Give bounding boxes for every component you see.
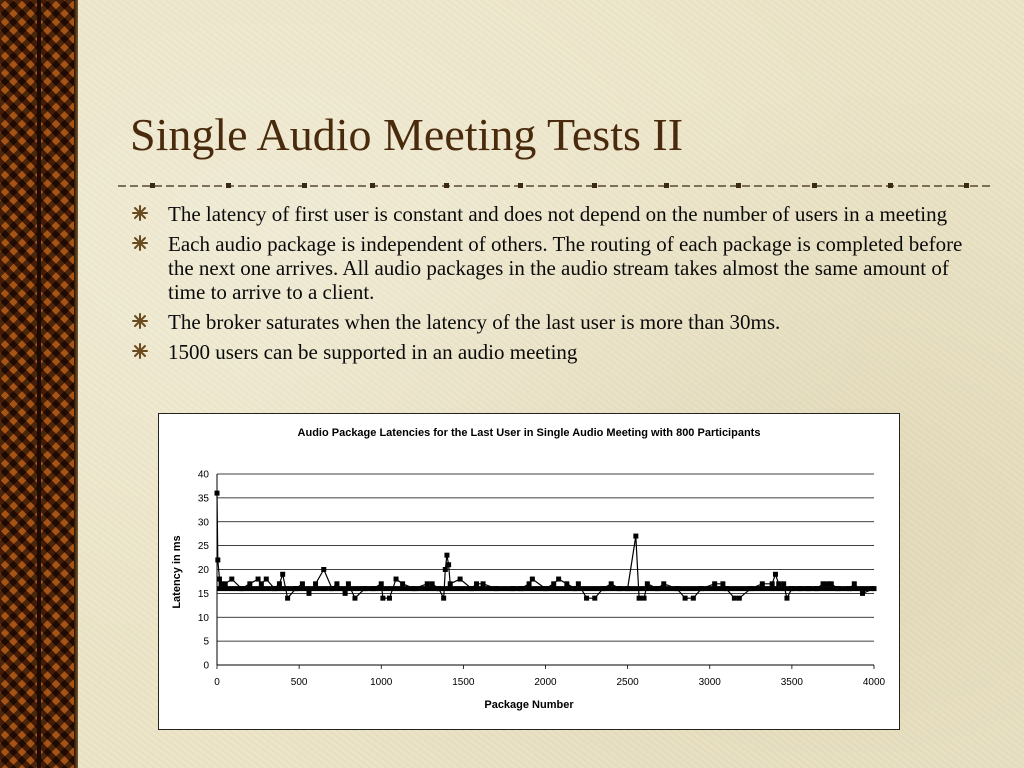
axes bbox=[217, 474, 874, 669]
data-point bbox=[829, 581, 834, 586]
data-point bbox=[458, 577, 463, 582]
data-point bbox=[259, 581, 264, 586]
data-point bbox=[229, 577, 234, 582]
data-point bbox=[847, 586, 852, 591]
data-point bbox=[527, 581, 532, 586]
data-point bbox=[609, 581, 614, 586]
x-tick-label: 1000 bbox=[370, 677, 393, 688]
data-point bbox=[683, 596, 688, 601]
x-tick-label: 3500 bbox=[780, 677, 803, 688]
y-tick-label: 10 bbox=[197, 612, 209, 624]
data-point bbox=[215, 491, 220, 496]
data-point bbox=[576, 581, 581, 586]
y-tick-label: 30 bbox=[197, 517, 209, 529]
data-point bbox=[272, 586, 277, 591]
data-point bbox=[387, 596, 392, 601]
data-point bbox=[556, 577, 561, 582]
data-point bbox=[256, 577, 261, 582]
data-point bbox=[798, 586, 803, 591]
data-point bbox=[699, 586, 704, 591]
data-point bbox=[346, 581, 351, 586]
bullet-text: Each audio package is independent of others. The routing of each package is completed before the next one arrives. All audio packages in the audio stream takes almost the same amount of time to arrive to a client. bbox=[168, 232, 963, 304]
y-tick-labels bbox=[198, 470, 210, 672]
data-point bbox=[430, 581, 435, 586]
x-tick-label: 0 bbox=[214, 677, 220, 688]
y-axis-label: Latency in ms bbox=[171, 535, 183, 609]
data-point bbox=[600, 586, 605, 591]
bullet-list bbox=[130, 202, 980, 370]
slide-title: Single Audio Meeting Tests II bbox=[130, 109, 684, 160]
data-point bbox=[573, 586, 578, 591]
data-point bbox=[412, 586, 417, 591]
data-point bbox=[306, 591, 311, 596]
title-divider bbox=[118, 179, 994, 193]
border-stripe bbox=[37, 0, 41, 768]
data-point bbox=[285, 596, 290, 601]
data-point bbox=[872, 586, 877, 591]
data-point bbox=[852, 581, 857, 586]
data-point bbox=[444, 553, 449, 558]
data-point bbox=[481, 581, 486, 586]
data-point bbox=[474, 581, 479, 586]
data-point bbox=[380, 596, 385, 601]
data-point bbox=[781, 581, 786, 586]
border-edge bbox=[74, 0, 78, 768]
bullet-item bbox=[130, 310, 980, 334]
data-point bbox=[441, 596, 446, 601]
data-point bbox=[584, 596, 589, 601]
data-point bbox=[530, 577, 535, 582]
data-point bbox=[860, 591, 865, 596]
data-point bbox=[551, 581, 556, 586]
data-point bbox=[400, 581, 405, 586]
x-tick-label: 4000 bbox=[862, 677, 886, 688]
data-point bbox=[217, 577, 222, 582]
y-tick-label: 25 bbox=[197, 541, 209, 553]
data-point bbox=[655, 586, 660, 591]
x-axis-label: Package Number bbox=[484, 699, 574, 711]
data-point bbox=[280, 572, 285, 577]
data-point bbox=[343, 591, 348, 596]
y-tick-label: 20 bbox=[197, 565, 209, 576]
data-point bbox=[770, 581, 775, 586]
data-point bbox=[564, 581, 569, 586]
x-tick-label: 2000 bbox=[534, 677, 557, 688]
bullet-item bbox=[130, 202, 980, 226]
data-point bbox=[494, 586, 499, 591]
y-tick-label: 5 bbox=[203, 636, 209, 648]
data-point bbox=[748, 586, 753, 591]
data-point bbox=[617, 586, 622, 591]
data-point bbox=[264, 577, 269, 582]
data-point bbox=[637, 596, 642, 601]
grid-lines bbox=[217, 474, 874, 665]
data-point bbox=[277, 581, 282, 586]
data-point bbox=[329, 586, 334, 591]
latency-chart bbox=[158, 413, 900, 730]
data-point bbox=[215, 557, 220, 562]
y-tick-label: 15 bbox=[197, 588, 209, 600]
data-point bbox=[592, 596, 597, 601]
data-point bbox=[394, 577, 399, 582]
data-point bbox=[814, 586, 819, 591]
x-tick-label: 1500 bbox=[452, 677, 475, 688]
data-point bbox=[712, 581, 717, 586]
divider-marks bbox=[150, 183, 969, 188]
data-point bbox=[789, 586, 794, 591]
data-point bbox=[821, 581, 826, 586]
data-point bbox=[321, 567, 326, 572]
star-bullet-icon bbox=[130, 341, 150, 361]
data-point bbox=[737, 596, 742, 601]
data-point bbox=[543, 586, 548, 591]
x-tick-label: 2500 bbox=[616, 677, 639, 688]
bullet-text: The latency of first user is constant and does not depend on the number of users in a meeting bbox=[168, 202, 948, 226]
bullet-text: The broker saturates when the latency of the last user is more than 30ms. bbox=[168, 310, 781, 334]
y-tick-label: 35 bbox=[197, 493, 209, 505]
star-bullet-icon bbox=[130, 203, 150, 223]
data-point bbox=[625, 586, 630, 591]
data-point bbox=[633, 534, 638, 539]
data-point bbox=[784, 596, 789, 601]
data-point bbox=[469, 586, 474, 591]
decorative-left-border bbox=[0, 0, 78, 768]
data-point bbox=[518, 586, 523, 591]
data-point bbox=[448, 581, 453, 586]
y-tick-label: 40 bbox=[197, 469, 209, 481]
data-point bbox=[352, 596, 357, 601]
data-point bbox=[223, 581, 228, 586]
data-point bbox=[776, 581, 781, 586]
data-point bbox=[247, 581, 252, 586]
data-point bbox=[379, 581, 384, 586]
data-point bbox=[806, 586, 811, 591]
star-bullet-icon bbox=[130, 233, 150, 253]
data-point bbox=[436, 586, 441, 591]
data-point bbox=[674, 586, 679, 591]
data-point bbox=[724, 586, 729, 591]
data-point bbox=[371, 586, 376, 591]
data-point bbox=[642, 596, 647, 601]
bullet-item bbox=[130, 232, 980, 304]
data-point bbox=[732, 596, 737, 601]
data-point bbox=[425, 581, 430, 586]
data-point bbox=[661, 581, 666, 586]
data-point bbox=[760, 581, 765, 586]
data-point bbox=[300, 581, 305, 586]
star-bullet-icon bbox=[130, 311, 150, 331]
data-point bbox=[443, 567, 448, 572]
x-tick-labels bbox=[214, 677, 885, 688]
bullet-item bbox=[130, 340, 980, 364]
data-point bbox=[645, 581, 650, 586]
x-tick-label: 500 bbox=[290, 677, 308, 688]
data-point bbox=[334, 581, 339, 586]
data-point bbox=[835, 586, 840, 591]
data-point bbox=[293, 586, 298, 591]
data-point bbox=[720, 581, 725, 586]
chart-plot bbox=[159, 414, 899, 729]
y-tick-label: 0 bbox=[203, 660, 209, 672]
data-point bbox=[362, 586, 367, 591]
x-tick-label: 3000 bbox=[698, 677, 721, 688]
bullet-text: 1500 users can be supported in an audio meeting bbox=[168, 340, 578, 364]
data-point bbox=[773, 572, 778, 577]
data-point bbox=[313, 581, 318, 586]
data-point bbox=[239, 586, 244, 591]
data-point bbox=[510, 586, 515, 591]
data-point bbox=[446, 562, 451, 567]
data-point bbox=[691, 596, 696, 601]
chart-title: Audio Package Latencies for the Last User in Single Audio Meeting with 800 Participants bbox=[297, 427, 761, 439]
